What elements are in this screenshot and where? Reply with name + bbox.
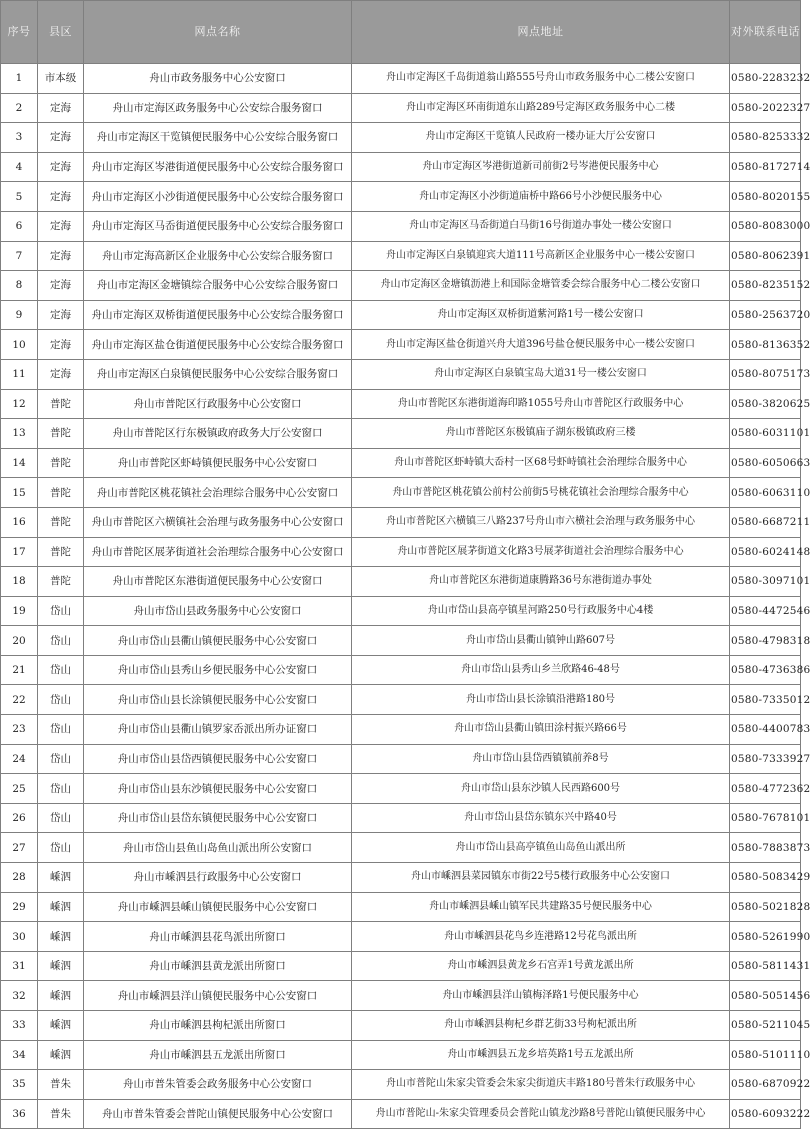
cell-no: 18 [1,567,38,597]
cell-no: 19 [1,596,38,626]
cell-name: 舟山市嵊泗县黄龙派出所窗口 [84,951,352,981]
table-row [1,64,801,94]
cell-county: 定海 [38,123,84,153]
cell-address: 舟山市定海区环南街道东山路289号定海区政务服务中心二楼 [352,93,730,123]
cell-no: 27 [1,833,38,863]
table-row [1,93,801,123]
cell-county: 定海 [38,93,84,123]
table-row [1,241,801,271]
cell-phone: 0580-4472546 [730,596,801,626]
cell-name: 舟山市岱山县岱东镇便民服务中心公安窗口 [84,803,352,833]
cell-address: 舟山市普陀山-朱家尖管理委员会普陀山镇龙沙路8号普陀山镇便民服务中心 [352,1099,730,1129]
cell-county: 嵊泗 [38,1040,84,1070]
cell-address: 舟山市定海区干览镇人民政府一楼办证大厅公安窗口 [352,123,730,153]
cell-county: 普陀 [38,389,84,419]
table-row [1,567,801,597]
cell-name: 舟山市定海区小沙街道便民服务中心公安综合服务窗口 [84,182,352,212]
cell-county: 普陀 [38,567,84,597]
cell-name: 舟山市定海区白泉镇便民服务中心公安综合服务窗口 [84,359,352,389]
cell-phone: 0580-7333927 [730,744,801,774]
cell-no: 2 [1,93,38,123]
table-row [1,803,801,833]
cell-name: 舟山市岱山县长涂镇便民服务中心公安窗口 [84,685,352,715]
cell-phone: 0580-5101110 [730,1040,801,1070]
cell-name: 舟山市普朱管委会政务服务中心公安窗口 [84,1070,352,1100]
cell-no: 13 [1,419,38,449]
table-row [1,152,801,182]
cell-phone: 0580-7678101 [730,803,801,833]
cell-no: 36 [1,1099,38,1129]
table-row [1,922,801,952]
cell-name: 舟山市嵊泗县花鸟派出所窗口 [84,922,352,952]
cell-address: 舟山市岱山县衢山镇田涂村振兴路66号 [352,715,730,745]
cell-no: 4 [1,152,38,182]
cell-name: 舟山市普陀区行东极镇政府政务大厅公安窗口 [84,419,352,449]
cell-name: 舟山市普陀区桃花镇社会治理综合服务中心公安窗口 [84,478,352,508]
cell-name: 舟山市岱山县衢山镇便民服务中心公安窗口 [84,626,352,656]
table-row [1,507,801,537]
cell-no: 25 [1,774,38,804]
cell-no: 22 [1,685,38,715]
cell-name: 舟山市嵊泗县枸杞派出所窗口 [84,1011,352,1041]
cell-no: 28 [1,863,38,893]
cell-no: 12 [1,389,38,419]
cell-county: 嵊泗 [38,922,84,952]
cell-phone: 0580-7883873 [730,833,801,863]
cell-name: 舟山市普陀区展茅街道社会治理综合服务中心公安窗口 [84,537,352,567]
cell-address: 舟山市岱山县衢山镇钟山路607号 [352,626,730,656]
cell-no: 8 [1,271,38,301]
cell-phone: 0580-5083429 [730,863,801,893]
cell-name: 舟山市定海区干览镇便民服务中心公安综合服务窗口 [84,123,352,153]
header-name: 网点名称 [84,1,352,64]
cell-county: 岱山 [38,803,84,833]
cell-address: 舟山市岱山县长涂镇沿港路180号 [352,685,730,715]
table-row [1,1011,801,1041]
table-row [1,537,801,567]
header-county: 县区 [38,1,84,64]
cell-county: 定海 [38,300,84,330]
cell-phone: 0580-8083000 [730,211,801,241]
cell-phone: 0580-5811431 [730,951,801,981]
cell-phone: 0580-6093222 [730,1099,801,1129]
cell-county: 岱山 [38,655,84,685]
cell-address: 舟山市定海区金塘镇沥港上和国际金塘管委会综合服务中心二楼公安窗口 [352,271,730,301]
cell-address: 舟山市定海区小沙街道庙桥中路66号小沙便民服务中心 [352,182,730,212]
cell-no: 9 [1,300,38,330]
cell-address: 舟山市定海区白泉镇迎宾大道111号高新区企业服务中心一楼公安窗口 [352,241,730,271]
cell-phone: 0580-5261990 [730,922,801,952]
table-header [1,1,801,64]
table-row [1,478,801,508]
cell-county: 嵊泗 [38,863,84,893]
cell-county: 岱山 [38,833,84,863]
cell-county: 岱山 [38,596,84,626]
cell-phone: 0580-6050663 [730,448,801,478]
cell-phone: 0580-8075173 [730,359,801,389]
cell-address: 舟山市定海区千岛街道翁山路555号舟山市政务服务中心二楼公安窗口 [352,64,730,94]
cell-no: 24 [1,744,38,774]
table-row [1,271,801,301]
table-row [1,744,801,774]
cell-address: 舟山市普陀区虾峙镇大岙村一区68号虾峙镇社会治理综合服务中心 [352,448,730,478]
cell-name: 舟山市定海高新区企业服务中心公安综合服务窗口 [84,241,352,271]
cell-county: 普陀 [38,507,84,537]
cell-county: 定海 [38,330,84,360]
cell-county: 普陀 [38,448,84,478]
cell-phone: 0580-4772362 [730,774,801,804]
cell-county: 嵊泗 [38,981,84,1011]
table-row [1,330,801,360]
cell-phone: 0580-6687211 [730,507,801,537]
header-row [1,1,801,64]
table-row [1,419,801,449]
header-address: 网点地址 [352,1,730,64]
table-row [1,892,801,922]
cell-address: 舟山市嵊泗县洋山镇梅泽路1号便民服务中心 [352,981,730,1011]
table-row [1,715,801,745]
table-row [1,359,801,389]
cell-no: 34 [1,1040,38,1070]
cell-county: 普陀 [38,478,84,508]
cell-address: 舟山市普陀山朱家尖管委会朱家尖街道庆丰路180号普朱行政服务中心 [352,1070,730,1100]
cell-address: 舟山市岱山县秀山乡兰欣路46-48号 [352,655,730,685]
cell-county: 定海 [38,211,84,241]
table-row [1,1040,801,1070]
cell-name: 舟山市岱山县衢山镇罗家岙派出所办证窗口 [84,715,352,745]
cell-county: 定海 [38,271,84,301]
cell-no: 33 [1,1011,38,1041]
cell-no: 10 [1,330,38,360]
cell-address: 舟山市定海区马岙街道白马街16号街道办事处一楼公安窗口 [352,211,730,241]
table-row [1,300,801,330]
cell-phone: 0580-3820625 [730,389,801,419]
cell-no: 3 [1,123,38,153]
cell-county: 嵊泗 [38,1011,84,1041]
table-row [1,1070,801,1100]
cell-phone: 0580-5211045 [730,1011,801,1041]
cell-address: 舟山市岱山县高亭镇鱼山岛鱼山派出所 [352,833,730,863]
cell-no: 1 [1,64,38,94]
cell-county: 普朱 [38,1099,84,1129]
cell-phone: 0580-3097101 [730,567,801,597]
cell-phone: 0580-8235152 [730,271,801,301]
cell-no: 17 [1,537,38,567]
cell-name: 舟山市普陀区六横镇社会治理与政务服务中心公安窗口 [84,507,352,537]
cell-name: 舟山市普朱管委会普陀山镇便民服务中心公安窗口 [84,1099,352,1129]
cell-address: 舟山市普陀区六横镇三八路237号舟山市六横社会治理与政务服务中心 [352,507,730,537]
cell-county: 定海 [38,152,84,182]
cell-name: 舟山市岱山县政务服务中心公安窗口 [84,596,352,626]
cell-no: 23 [1,715,38,745]
table-row [1,774,801,804]
cell-name: 舟山市岱山县秀山乡便民服务中心公安窗口 [84,655,352,685]
table-row [1,596,801,626]
cell-phone: 0580-2563720 [730,300,801,330]
table-row [1,448,801,478]
cell-county: 普陀 [38,537,84,567]
table-row [1,981,801,1011]
cell-phone: 0580-8253332 [730,123,801,153]
cell-name: 舟山市定海区双桥街道便民服务中心公安综合服务窗口 [84,300,352,330]
cell-name: 舟山市嵊泗县洋山镇便民服务中心公安窗口 [84,981,352,1011]
cell-name: 舟山市定海区政务服务中心公安综合服务窗口 [84,93,352,123]
cell-phone: 0580-5021828 [730,892,801,922]
cell-address: 舟山市定海区盐仓街道兴舟大道396号盐仓便民服务中心一楼公安窗口 [352,330,730,360]
cell-address: 舟山市岱山县东沙镇人民西路600号 [352,774,730,804]
cell-address: 舟山市嵊泗县枸杞乡群艺街33号枸杞派出所 [352,1011,730,1041]
cell-address: 舟山市嵊泗县五龙乡培英路1号五龙派出所 [352,1040,730,1070]
cell-name: 舟山市岱山县岱西镇便民服务中心公安窗口 [84,744,352,774]
cell-phone: 0580-8172714 [730,152,801,182]
cell-address: 舟山市岱山县岱东镇东兴中路40号 [352,803,730,833]
cell-county: 定海 [38,359,84,389]
cell-name: 舟山市政务服务中心公安窗口 [84,64,352,94]
header-phone: 对外联系电话 [730,1,801,64]
cell-no: 30 [1,922,38,952]
cell-name: 舟山市嵊泗县行政服务中心公安窗口 [84,863,352,893]
table-row [1,389,801,419]
cell-county: 岱山 [38,715,84,745]
cell-name: 舟山市定海区盐仓街道便民服务中心公安综合服务窗口 [84,330,352,360]
cell-address: 舟山市岱山县高亭镇星河路250号行政服务中心4楼 [352,596,730,626]
table-row [1,123,801,153]
table-row [1,863,801,893]
table-row [1,211,801,241]
cell-phone: 0580-6063110 [730,478,801,508]
cell-phone: 0580-2022327 [730,93,801,123]
cell-county: 普陀 [38,419,84,449]
cell-address: 舟山市定海区岑港街道新司前街2号岑港便民服务中心 [352,152,730,182]
cell-no: 29 [1,892,38,922]
table-row [1,1099,801,1129]
cell-address: 舟山市普陀区东港街道康腾路36号东港街道办事处 [352,567,730,597]
table-row [1,182,801,212]
cell-phone: 0580-7335012 [730,685,801,715]
cell-county: 嵊泗 [38,892,84,922]
cell-address: 舟山市普陀区桃花镇公前村公前街5号桃花镇社会治理综合服务中心 [352,478,730,508]
cell-no: 20 [1,626,38,656]
cell-phone: 0580-5051456 [730,981,801,1011]
header-no: 序号 [1,1,38,64]
cell-no: 11 [1,359,38,389]
cell-name: 舟山市岱山县东沙镇便民服务中心公安窗口 [84,774,352,804]
table-body [1,64,810,1129]
cell-county: 普朱 [38,1070,84,1100]
cell-address: 舟山市岱山县岱西镇镇前养8号 [352,744,730,774]
cell-county: 定海 [38,182,84,212]
cell-phone: 0580-4736386 [730,655,801,685]
cell-name: 舟山市嵊泗县五龙派出所窗口 [84,1040,352,1070]
cell-address: 舟山市定海区双桥街道紫河路1号一楼公安窗口 [352,300,730,330]
cell-no: 14 [1,448,38,478]
table-row [1,833,801,863]
cell-phone: 0580-2283232 [730,64,801,94]
cell-name: 舟山市嵊泗县嵊山镇便民服务中心公安窗口 [84,892,352,922]
cell-phone: 0580-4400783 [730,715,801,745]
cell-county: 岱山 [38,744,84,774]
cell-name: 舟山市普陀区东港街道便民服务中心公安窗口 [84,567,352,597]
cell-phone: 0580-8062391 [730,241,801,271]
cell-county: 嵊泗 [38,951,84,981]
cell-phone: 0580-8020155 [730,182,801,212]
cell-county: 岱山 [38,774,84,804]
table-row [1,626,801,656]
cell-no: 21 [1,655,38,685]
cell-no: 35 [1,1070,38,1100]
cell-no: 26 [1,803,38,833]
cell-phone: 0580-6870922 [730,1070,801,1100]
cell-phone: 0580-4798318 [730,626,801,656]
cell-name: 舟山市定海区金塘镇综合服务中心公安综合服务窗口 [84,271,352,301]
cell-name: 舟山市定海区岑港街道便民服务中心公安综合服务窗口 [84,152,352,182]
cell-no: 6 [1,211,38,241]
cell-phone: 0580-8136352 [730,330,801,360]
cell-address: 舟山市嵊泗县花鸟乡连港路12号花鸟派出所 [352,922,730,952]
cell-name: 舟山市定海区马岙街道便民服务中心公安综合服务窗口 [84,211,352,241]
cell-county: 定海 [38,241,84,271]
cell-no: 16 [1,507,38,537]
cell-no: 5 [1,182,38,212]
cell-name: 舟山市普陀区虾峙镇便民服务中心公安窗口 [84,448,352,478]
cell-phone: 0580-6031101 [730,419,801,449]
cell-no: 31 [1,951,38,981]
cell-phone: 0580-6024148 [730,537,801,567]
cell-address: 舟山市嵊泗县黄龙乡石宫弄1号黄龙派出所 [352,951,730,981]
table-row [1,685,801,715]
table-row [1,951,801,981]
cell-county: 岱山 [38,626,84,656]
cell-address: 舟山市嵊泗县菜园镇东市街22号5楼行政服务中心公安窗口 [352,863,730,893]
cell-name: 舟山市岱山县鱼山岛鱼山派出所公安窗口 [84,833,352,863]
cell-county: 市本级 [38,64,84,94]
cell-no: 32 [1,981,38,1011]
cell-county: 岱山 [38,685,84,715]
cell-address: 舟山市嵊泗县嵊山镇军民共建路35号便民服务中心 [352,892,730,922]
cell-name: 舟山市普陀区行政服务中心公安窗口 [84,389,352,419]
cell-address: 舟山市普陀区东港街道海印路1055号舟山市普陀区行政服务中心 [352,389,730,419]
cell-address: 舟山市普陀区展茅街道文化路3号展茅街道社会治理综合服务中心 [352,537,730,567]
cell-address: 舟山市定海区白泉镇宝岛大道31号一楼公安窗口 [352,359,730,389]
cell-no: 15 [1,478,38,508]
table-row [1,655,801,685]
cell-address: 舟山市普陀区东极镇庙子湖东极镇政府三楼 [352,419,730,449]
cell-no: 7 [1,241,38,271]
